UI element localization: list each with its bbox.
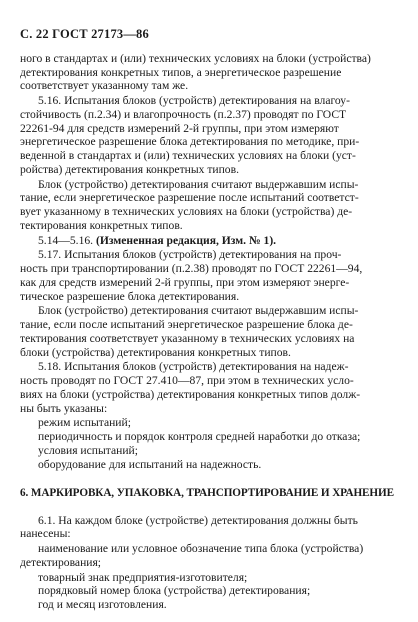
text-line: ность проводят по ГОСТ 27.410—87, при этом в технических усло- <box>20 374 354 388</box>
text-line: веденной в стандартах и (или) технических условиях на блоки (уст- <box>20 149 356 163</box>
text-line: детектирования конкретных типов, а энергетическое разрешение <box>20 65 342 79</box>
list-line: оборудование для испытаний на надежность. <box>38 457 262 471</box>
text-line: вует указанному в технических условиях на блоки (устройства) де- <box>20 205 353 219</box>
text-line: 5.18. Испытания блоков (устройств) детектирования на надеж- <box>38 360 349 374</box>
text-line: как для средств измерений 2-й группы, при этом измеряют энерге- <box>20 275 350 289</box>
list-line: наименование или условное обозначение типа блока (устройства) <box>38 542 364 556</box>
text-line: 5.17. Испытания блоков (устройств) детектирования на проч- <box>38 248 342 262</box>
amendment-text: (Измененная редакция, Изм. № 1). <box>95 233 277 247</box>
list-line: режим испытаний; <box>38 416 131 430</box>
text-line: тание, если после испытаний энергетическое разрешение блока де- <box>20 318 353 332</box>
text-line: 5.16. Испытания блоков (устройств) детектирования на влагоу- <box>38 94 350 108</box>
text-line: стойчивость (п.2.34) и влагопрочность (п.2.37) проводят по ГОСТ <box>20 107 347 121</box>
amendment-number: 5.14—5.16. <box>38 233 94 247</box>
list-line: порядковый номер блока (устройства) детектирования; <box>38 584 311 598</box>
text-line: тектирования конкретных типов. <box>20 218 183 232</box>
text-line: Блок (устройство) детектирования считают выдержавшим испы- <box>38 304 359 318</box>
text-line: 6.1. На каждом блоке (устройстве) детектирования должны быть <box>38 513 358 527</box>
text-line: блоки (устройства) детектирования конкретных типов. <box>20 345 291 359</box>
text-line: нанесены: <box>20 527 71 541</box>
list-line: год и месяц изготовления. <box>38 598 167 612</box>
text-line: энергетическое разрешение блока детектирования по методике, при- <box>20 135 360 149</box>
section-heading: 6. МАРКИРОВКА, УПАКОВКА, ТРАНСПОРТИРОВАНИЕ И ХРАНЕНИЕ <box>20 487 394 500</box>
text-line: тическое разрешение блока детектирования. <box>20 289 240 303</box>
text-line: соответствует указанному там же. <box>20 79 189 93</box>
text-line: виях на блоки (устройства) детектирования конкретных типов долж- <box>20 387 361 401</box>
text-line: Блок (устройство) детектирования считают выдержавшим испы- <box>38 177 359 191</box>
list-line: условия испытаний; <box>38 443 138 457</box>
text-line: 22261-94 для средств измерений 2-й группы, при этом измеряют <box>20 121 339 135</box>
text-line: ройства) детектирования конкретных типов. <box>20 162 239 176</box>
page-header: С. 22 ГОСТ 27173—86 <box>20 27 149 41</box>
list-line: периодичность и порядок контроля средней наработки до отказа; <box>38 430 361 444</box>
text-line: детектирования; <box>20 555 102 569</box>
text-line: ны быть указаны: <box>20 401 108 415</box>
amendment-note <box>38 234 276 248</box>
text-line: ность при транспортировании (п.2.38) проводят по ГОСТ 22261—94, <box>20 262 363 276</box>
text-line: ного в стандартах и (или) технических условиях на блоки (устройства) <box>20 51 371 65</box>
text-line: тектирования соответствует указанному в технических условиях на <box>20 331 355 345</box>
list-line: товарный знак предприятия-изготовителя; <box>38 570 248 584</box>
text-line: тание, если энергетическое разрешение после испытаний соответст- <box>20 191 359 205</box>
